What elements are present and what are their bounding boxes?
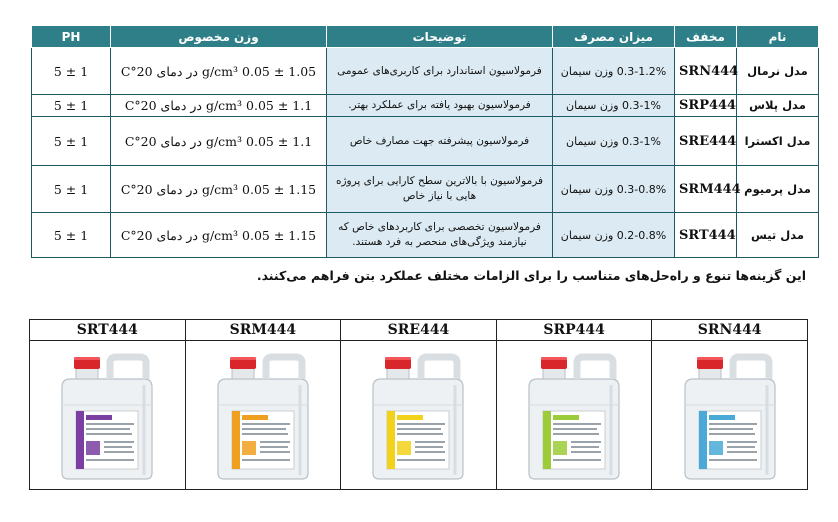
product-cell: [497, 320, 653, 489]
row-usage: 0.3-1.2% وزن سیمان: [553, 48, 675, 95]
product-cell: [652, 320, 807, 489]
row-usage: 0.3-1% وزن سیمان: [553, 95, 675, 117]
row-code: SRM444: [675, 166, 737, 213]
header-name: نام: [737, 26, 819, 48]
row-name: مدل پلاس: [737, 95, 819, 117]
product-image: [341, 341, 496, 489]
product-image: [30, 341, 185, 489]
row-code: SRE444: [675, 117, 737, 166]
header-sg: وزن مخصوص: [111, 26, 327, 48]
row-ph: 5 ± 1: [32, 95, 111, 117]
spec-table: [31, 25, 819, 258]
table-row: [32, 117, 819, 166]
row-desc: فرمولاسیون تخصصی برای کاربردهای خاص که نیازمند ویژگی‌های منحصر به فرد هستند.: [327, 213, 553, 258]
product-image: [652, 341, 807, 489]
jerrycan-icon: [655, 345, 805, 485]
row-desc: فرمولاسیون استاندارد برای کاربری‌های عمومی: [327, 48, 553, 95]
table-header-row: [32, 26, 819, 48]
row-name: مدل تیس: [737, 213, 819, 258]
header-code: مخفف: [675, 26, 737, 48]
product-code: SRM444: [186, 320, 341, 341]
row-sg: 1.1 ± 0.05 g/cm³ در دمای 20°C: [111, 117, 327, 166]
table-row: [32, 166, 819, 213]
summary-caption: این گزینه‌ها تنوع و راه‌حل‌های متناسب را برای الزامات مختلف عملکرد بتن فراهم می‌کنند.: [256, 268, 806, 283]
row-code: SRT444: [675, 213, 737, 258]
row-desc: فرمولاسیون پیشرفته جهت مصارف خاص: [327, 117, 553, 166]
header-ph: PH: [32, 26, 111, 48]
row-usage: 0.3-1% وزن سیمان: [553, 117, 675, 166]
product-code: SRT444: [30, 320, 185, 341]
product-strip: [29, 319, 808, 490]
product-code: SRN444: [652, 320, 807, 341]
table-row: [32, 213, 819, 258]
row-code: SRP444: [675, 95, 737, 117]
row-usage: 0.2-0.8% وزن سیمان: [553, 213, 675, 258]
row-code: SRN444: [675, 48, 737, 95]
row-ph: 5 ± 1: [32, 117, 111, 166]
row-sg: 1.05 ± 0.05 g/cm³ در دمای 20°C: [111, 48, 327, 95]
row-ph: 5 ± 1: [32, 48, 111, 95]
product-code: SRE444: [341, 320, 496, 341]
jerrycan-icon: [499, 345, 649, 485]
row-sg: 1.1 ± 0.05 g/cm³ در دمای 20°C: [111, 95, 327, 117]
header-desc: توضیحات: [327, 26, 553, 48]
row-ph: 5 ± 1: [32, 213, 111, 258]
table-row: [32, 95, 819, 117]
jerrycan-icon: [343, 345, 493, 485]
product-cell: [186, 320, 342, 489]
row-desc: فرمولاسیون بهبود یافته برای عملکرد بهتر.: [327, 95, 553, 117]
table-row: [32, 48, 819, 95]
row-usage: 0.3-0.8% وزن سیمان: [553, 166, 675, 213]
row-name: مدل اکسترا: [737, 117, 819, 166]
product-cell: [341, 320, 497, 489]
product-image: [186, 341, 341, 489]
row-sg: 1.15 ± 0.05 g/cm³ در دمای 20°C: [111, 213, 327, 258]
product-cell: [30, 320, 186, 489]
row-sg: 1.15 ± 0.05 g/cm³ در دمای 20°C: [111, 166, 327, 213]
row-desc: فرمولاسیون با بالاترین سطح کارایی برای پروژه هایی با نیاز خاص: [327, 166, 553, 213]
product-code: SRP444: [497, 320, 652, 341]
row-name: مدل نرمال: [737, 48, 819, 95]
header-usage: میزان مصرف: [553, 26, 675, 48]
row-ph: 5 ± 1: [32, 166, 111, 213]
jerrycan-icon: [188, 345, 338, 485]
jerrycan-icon: [32, 345, 182, 485]
row-name: مدل پرمیوم: [737, 166, 819, 213]
product-image: [497, 341, 652, 489]
